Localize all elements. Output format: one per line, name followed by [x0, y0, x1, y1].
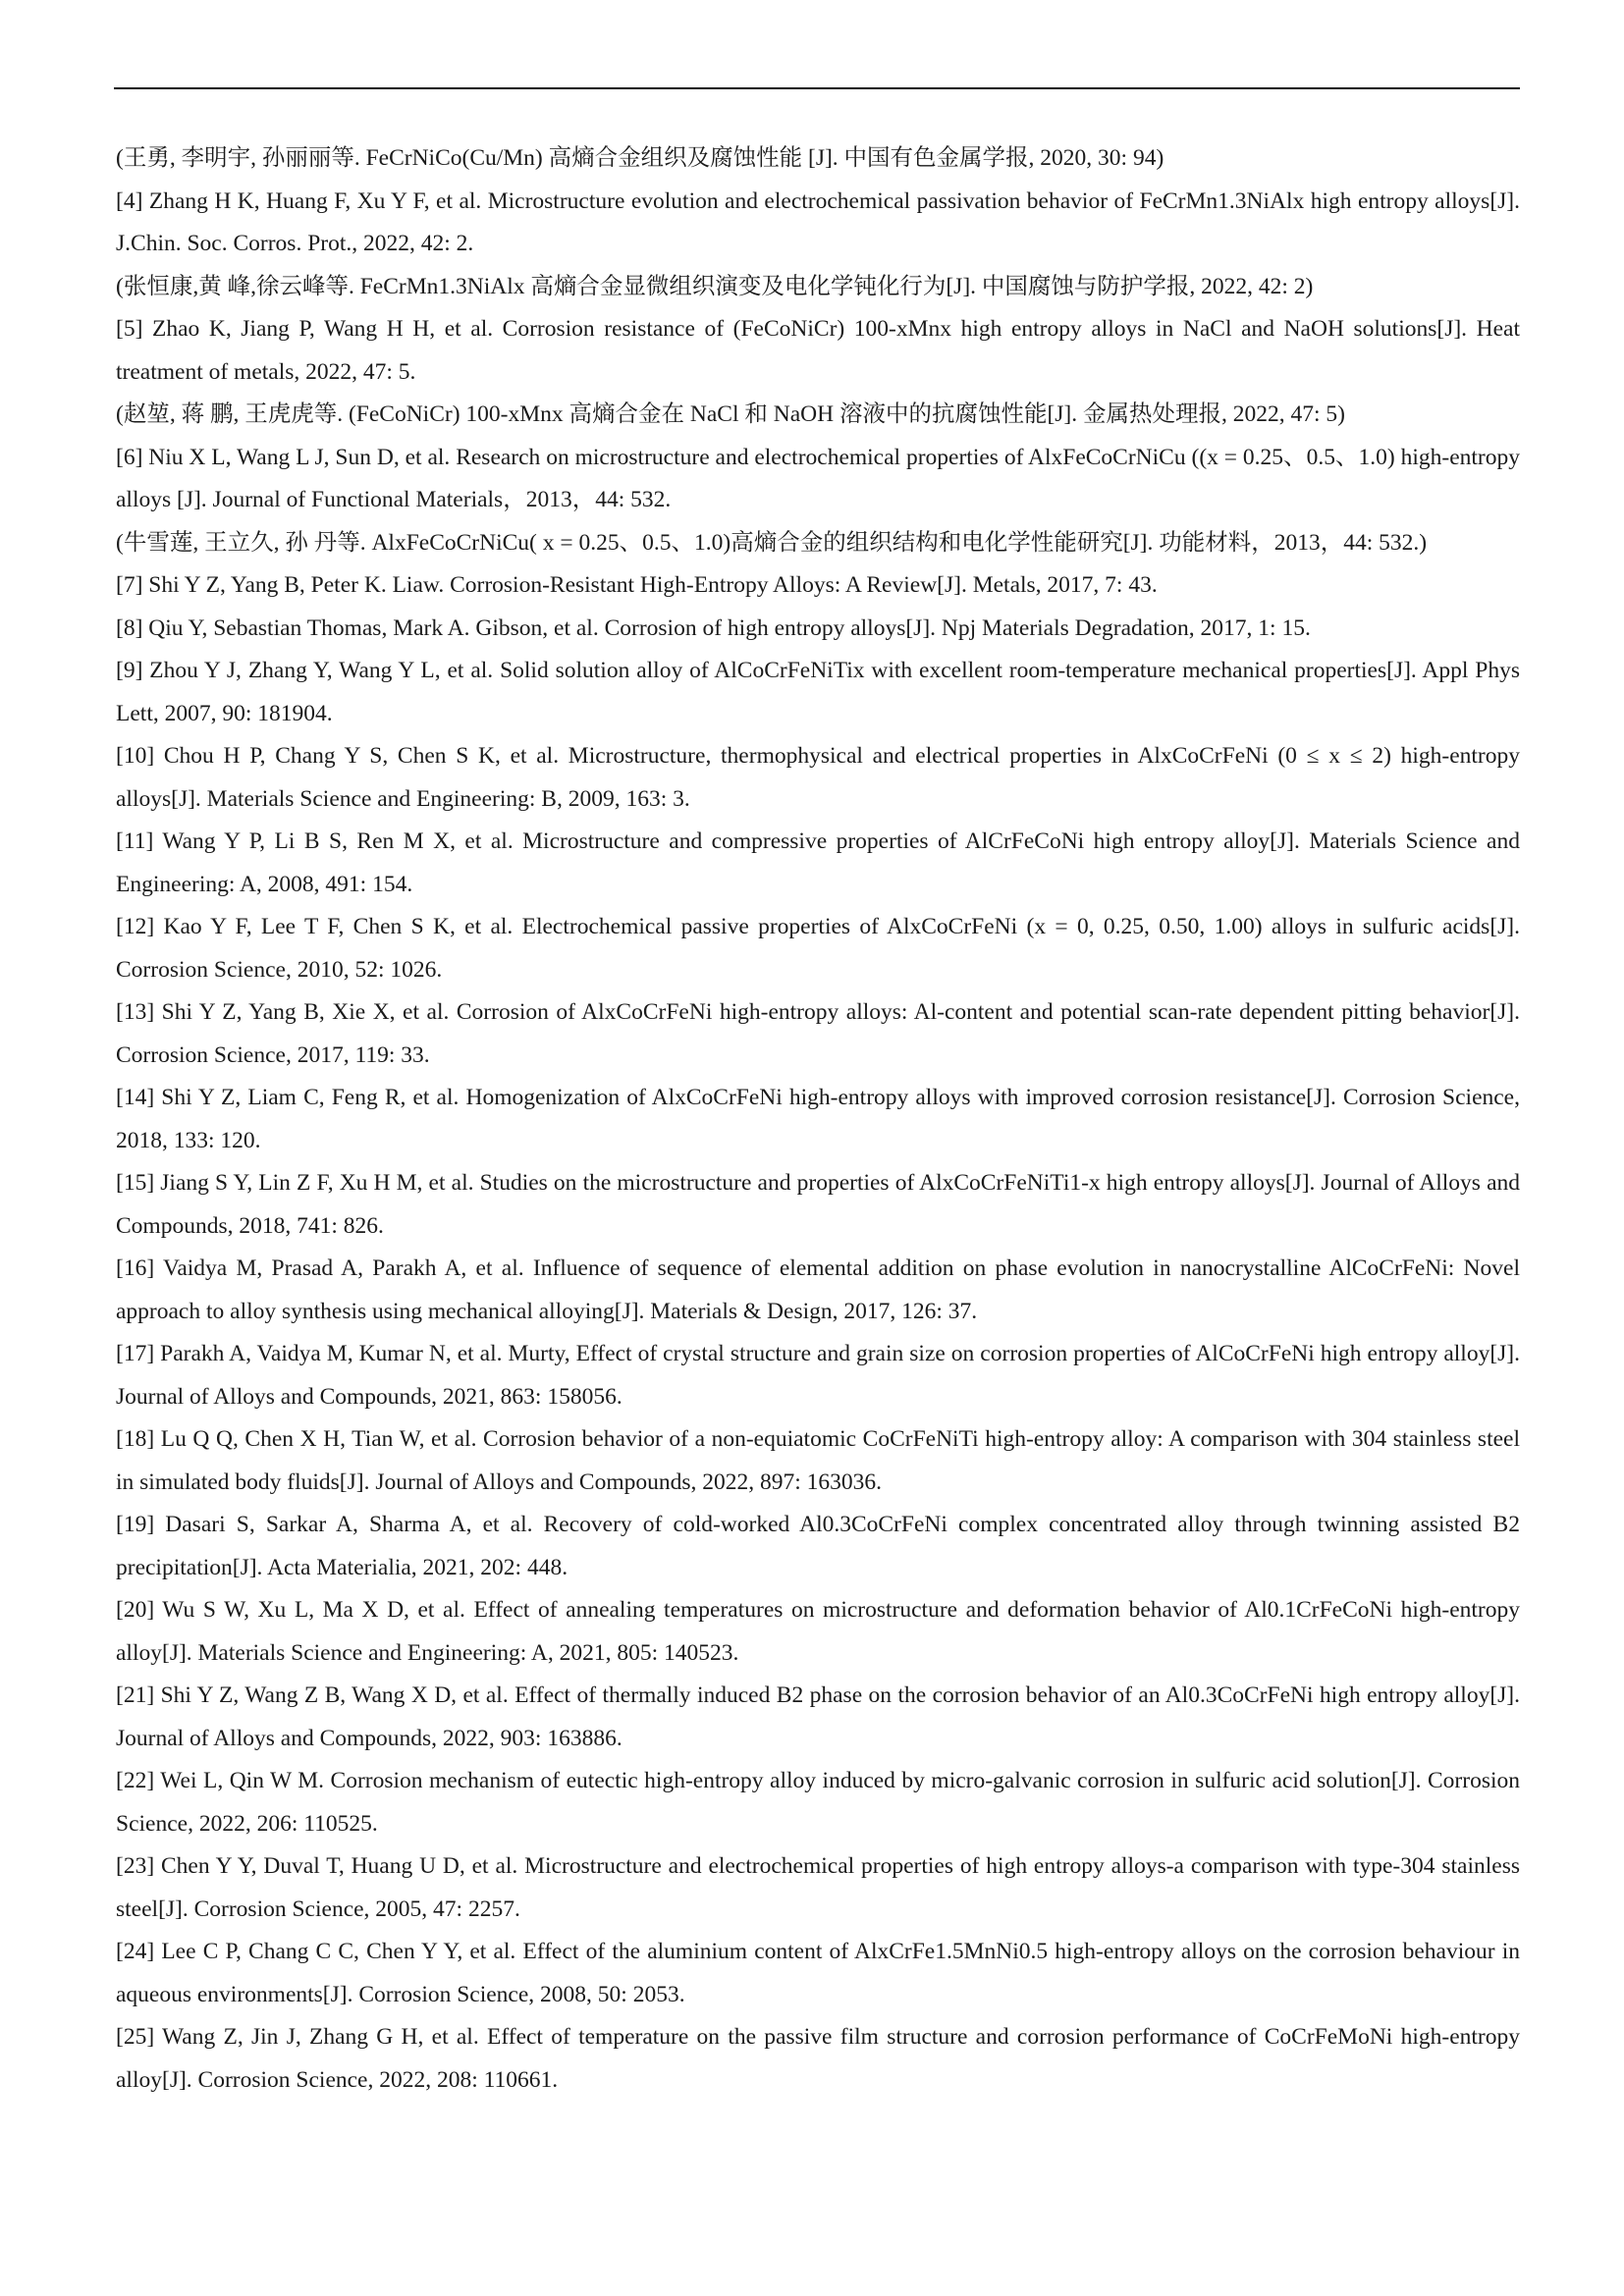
reference-item: [10] Chou H P, Chang Y S, Chen S K, et al. Microstructure, thermophysical and electrical properties in AlxCoCrFeNi (0 ≤ x ≤ 2) high-entropy alloys[J]. Materials Science and Engineering: B, 2009, 163: 3. [116, 743, 1520, 812]
reference-item: [18] Lu Q Q, Chen X H, Tian W, et al. Corrosion behavior of a non-equiatomic CoCrFeNiTi high-entropy alloy: A comparison with 304 stainless steel in simulated body fluids[J]. Journal of Alloys and Compounds, 2022, 897: 163036. [116, 1426, 1520, 1495]
reference-item: [13] Shi Y Z, Yang B, Xie X, et al. Corrosion of AlxCoCrFeNi high-entropy alloys: Al-content and potential scan-rate dependent pitting behavior[J]. Corrosion Science, 2017, 119: 33. [116, 999, 1520, 1068]
reference-item: [6] Niu X L, Wang L J, Sun D, et al. Research on microstructure and electrochemical properties of AlxFeCoCrNiCu ((x = 0.25、0.5、1.0) high-entropy alloys [J]. Journal of Functional Materials，2013，44: 532. [116, 444, 1520, 512]
reference-item: [23] Chen Y Y, Duval T, Huang U D, et al. Microstructure and electrochemical properties of high entropy alloys-a comparison with type-304 stainless steel[J]. Corrosion Science, 2005, 47: 2257. [116, 1853, 1520, 1922]
reference-item: [22] Wei L, Qin W M. Corrosion mechanism of eutectic high-entropy alloy induced by micro-galvanic corrosion in sulfuric acid solution[J]. Corrosion Science, 2022, 206: 110525. [116, 1768, 1520, 1837]
reference-item: [8] Qiu Y, Sebastian Thomas, Mark A. Gibson, et al. Corrosion of high entropy alloys[J]. Npj Materials Degradation, 2017, 1: 15. [116, 614, 1311, 641]
reference-item: [12] Kao Y F, Lee T F, Chen S K, et al. Electrochemical passive properties of AlxCoCrFeNi (x = 0, 0.25, 0.50, 1.00) alloys in sulfuric acids[J]. Corrosion Science, 2010, 52: 1026. [116, 914, 1520, 983]
reference-translation: (赵堃, 蒋 鹏, 王虎虎等. (FeCoNiCr) 100-xMnx 高熵合金在 NaCl 和 NaOH 溶液中的抗腐蚀性能[J]. 金属热处理报, 2022, 47: 5) [116, 401, 1345, 427]
reference-item: [20] Wu S W, Xu L, Ma X D, et al. Effect of annealing temperatures on microstructure and deformation behavior of Al0.1CrFeCoNi high-entropy alloy[J]. Materials Science and Engineering: A, 2021, 805: 140523. [116, 1597, 1520, 1666]
reference-translation: (牛雪莲, 王立久, 孙 丹等. AlxFeCoCrNiCu( x = 0.25、0.5、1.0)高熵合金的组织结构和电化学性能研究[J]. 功能材料，2013，44: 532.) [116, 529, 1428, 556]
reference-item: [4] Zhang H K, Huang F, Xu Y F, et al. Microstructure evolution and electrochemical passivation behavior of FeCrMn1.3NiAlx high entropy alloys[J]. J.Chin. Soc. Corros. Prot., 2022, 42: 2. [116, 187, 1520, 256]
header-rule [114, 87, 1520, 89]
reference-item: [16] Vaidya M, Prasad A, Parakh A, et al. Influence of sequence of elemental addition on phase evolution in nanocrystalline AlCoCrFeNi: Novel approach to alloy synthesis using mechanical alloying[J]. Materials & Design, 2017, 126: 37. [116, 1255, 1520, 1324]
reference-item: [5] Zhao K, Jiang P, Wang H H, et al. Corrosion resistance of (FeCoNiCr) 100-xMnx high entropy alloys in NaCl and NaOH solutions[J]. Heat treatment of metals, 2022, 47: 5. [116, 316, 1520, 385]
reference-item: [21] Shi Y Z, Wang Z B, Wang X D, et al. Effect of thermally induced B2 phase on the corrosion behavior of an Al0.3CoCrFeNi high entropy alloy[J]. Journal of Alloys and Compounds, 2022, 903: 163886. [116, 1682, 1520, 1751]
reference-item: [17] Parakh A, Vaidya M, Kumar N, et al. Murty, Effect of crystal structure and grain size on corrosion properties of AlCoCrFeNi high entropy alloy[J]. Journal of Alloys and Compounds, 2021, 863: 158056. [116, 1341, 1520, 1410]
reference-list [116, 137, 1520, 2102]
reference-item: [24] Lee C P, Chang C C, Chen Y Y, et al. Effect of the aluminium content of AlxCrFe1.5MnNi0.5 high-entropy alloys on the corrosion behaviour in aqueous environments[J]. Corrosion Science, 2008, 50: 2053. [116, 1939, 1520, 2007]
reference-item: [25] Wang Z, Jin J, Zhang G H, et al. Effect of temperature on the passive film structure and corrosion performance of CoCrFeMoNi high-entropy alloy[J]. Corrosion Science, 2022, 208: 110661. [116, 2024, 1520, 2093]
reference-item: [19] Dasari S, Sarkar A, Sharma A, et al. Recovery of cold-worked Al0.3CoCrFeNi complex concentrated alloy through twinning assisted B2 precipitation[J]. Acta Materialia, 2021, 202: 448. [116, 1512, 1520, 1580]
reference-item: [7] Shi Y Z, Yang B, Peter K. Liaw. Corrosion-Resistant High-Entropy Alloys: A Review[J]. Metals, 2017, 7: 43. [116, 572, 1158, 598]
reference-item: [11] Wang Y P, Li B S, Ren M X, et al. Microstructure and compressive properties of AlCrFeCoNi high entropy alloy[J]. Materials Science and Engineering: A, 2008, 491: 154. [116, 828, 1520, 897]
reference-translation: (王勇, 李明宇, 孙丽丽等. FeCrNiCo(Cu/Mn) 高熵合金组织及腐蚀性能 [J]. 中国有色金属学报, 2020, 30: 94) [116, 145, 1164, 171]
reference-item: [15] Jiang S Y, Lin Z F, Xu H M, et al. Studies on the microstructure and properties of AlxCoCrFeNiTi1-x high entropy alloys[J]. Journal of Alloys and Compounds, 2018, 741: 826. [116, 1170, 1520, 1239]
reference-item: [14] Shi Y Z, Liam C, Feng R, et al. Homogenization of AlxCoCrFeNi high-entropy alloys with improved corrosion resistance[J]. Corrosion Science, 2018, 133: 120. [116, 1085, 1520, 1153]
reference-translation: (张恒康,黄 峰,徐云峰等. FeCrMn1.3NiAlx 高熵合金显微组织演变及电化学钝化行为[J]. 中国腐蚀与防护学报, 2022, 42: 2) [116, 273, 1314, 299]
reference-item: [9] Zhou Y J, Zhang Y, Wang Y L, et al. Solid solution alloy of AlCoCrFeNiTix with excellent room-temperature mechanical properties[J]. Appl Phys Lett, 2007, 90: 181904. [116, 658, 1520, 726]
